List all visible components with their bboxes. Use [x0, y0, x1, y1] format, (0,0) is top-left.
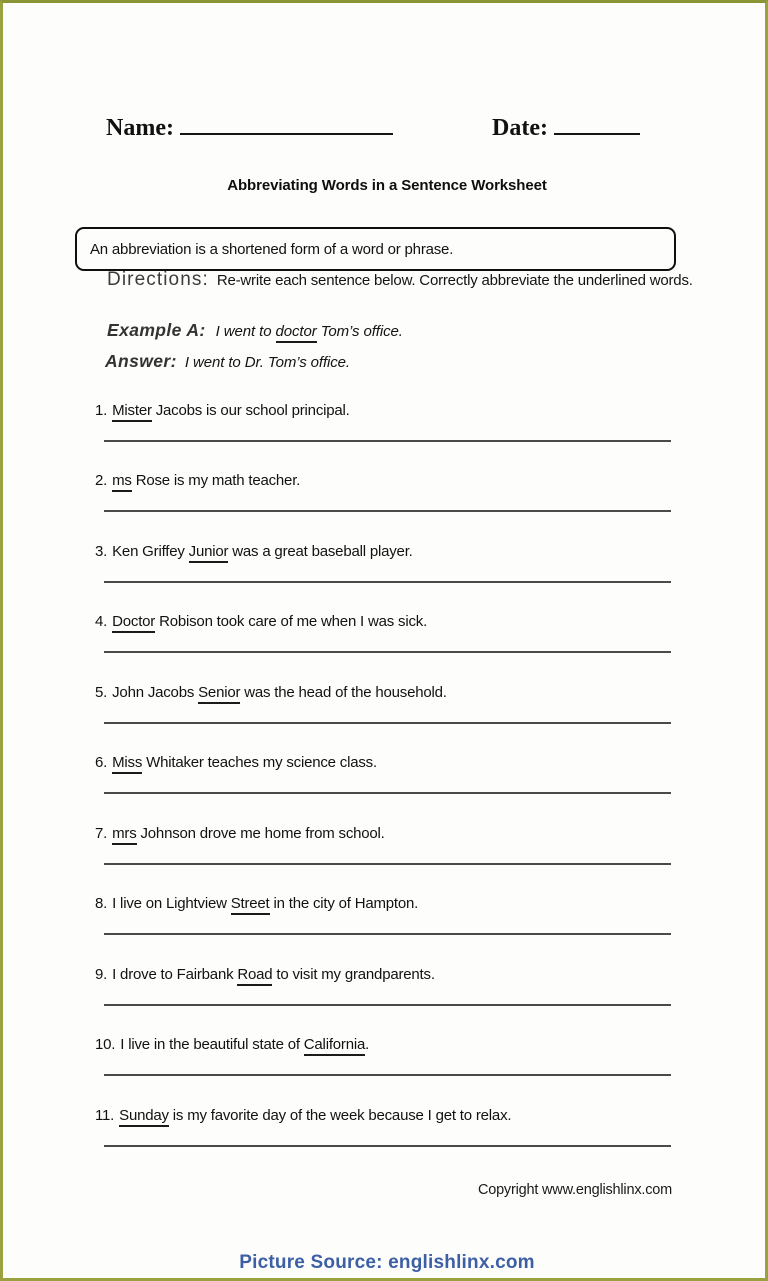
- picture-source-text: Picture Source: englishlinx.com: [239, 1252, 535, 1273]
- sentence-before: I drove to Fairbank: [112, 966, 238, 983]
- sentence-before: John Jacobs: [112, 684, 199, 701]
- sentence-text: [95, 1105, 679, 1126]
- underlined-word: Senior: [198, 684, 240, 704]
- sentence-item-6: [95, 752, 679, 794]
- answer-line: [104, 722, 671, 724]
- sentence-after: to visit my grandparents.: [272, 966, 435, 983]
- directions-text: Re-write each sentence below. Correctly abbreviate the underlined words.: [216, 272, 693, 289]
- underlined-word: ms: [112, 472, 132, 492]
- sentence-text: [95, 611, 679, 632]
- sentence-text: [95, 752, 679, 773]
- sentence-item-2: [95, 470, 679, 512]
- sentence-item-3: [95, 541, 679, 583]
- item-number: 8.: [95, 895, 108, 912]
- answer-line: [104, 1074, 671, 1076]
- answer-line: [104, 581, 671, 583]
- answer-line: [104, 792, 671, 794]
- definition-text: An abbreviation is a shortened form of a word or phrase.: [90, 240, 454, 258]
- example-label: Example A:: [107, 320, 206, 340]
- answer-line: [104, 1145, 671, 1147]
- sentence-text: [95, 893, 679, 914]
- answer-line: [104, 651, 671, 653]
- date-label: Date:: [492, 115, 548, 141]
- directions: [107, 269, 693, 291]
- example-row: [107, 320, 403, 341]
- underlined-word: Doctor: [112, 613, 155, 633]
- sentence-after: is my favorite day of the week because I get to relax.: [168, 1107, 512, 1124]
- sentence-item-5: [95, 682, 679, 724]
- item-number: 3.: [95, 543, 108, 560]
- sentence-before: Ken Griffey: [112, 543, 189, 560]
- item-number: 4.: [95, 613, 108, 630]
- item-number: 2.: [95, 472, 108, 489]
- underlined-word: Miss: [112, 754, 142, 774]
- date-field: [492, 115, 640, 142]
- name-blank-line: [180, 115, 393, 135]
- sentence-after: was the head of the household.: [240, 684, 447, 701]
- sentence-text: [95, 964, 679, 985]
- underlined-word: California: [304, 1036, 365, 1056]
- example-underlined-word: doctor: [276, 323, 317, 343]
- answer-line: [104, 933, 671, 935]
- underlined-word: Mister: [112, 402, 152, 422]
- underlined-word: Junior: [189, 543, 229, 563]
- sentence-item-1: [95, 400, 679, 442]
- sentence-text: [95, 470, 679, 491]
- underlined-word: Road: [237, 966, 272, 986]
- header-row: [3, 115, 768, 149]
- definition-box: [75, 227, 676, 271]
- sentence-after: was a great baseball player.: [228, 543, 413, 560]
- item-number: 9.: [95, 966, 108, 983]
- example-sentence: [216, 323, 403, 340]
- sentence-item-10: [95, 1034, 679, 1076]
- answer-label: Answer:: [105, 351, 177, 371]
- sentence-item-4: [95, 611, 679, 653]
- example-after: Tom’s office.: [316, 323, 403, 340]
- item-number: 7.: [95, 825, 108, 842]
- item-number: 6.: [95, 754, 108, 771]
- directions-label: Directions:: [107, 269, 209, 290]
- item-number: 10.: [95, 1036, 116, 1053]
- answer-row: [105, 351, 350, 372]
- item-number: 11.: [95, 1107, 115, 1124]
- sentence-item-7: [95, 823, 679, 865]
- underlined-word: Street: [231, 895, 270, 915]
- answer-line: [104, 440, 671, 442]
- sentence-text: [95, 541, 679, 562]
- copyright-text: Copyright www.englishlinx.com: [477, 1182, 672, 1198]
- sentence-item-9: [95, 964, 679, 1006]
- sentence-after: Robison took care of me when I was sick.: [155, 613, 428, 630]
- item-number: 5.: [95, 684, 108, 701]
- name-label: Name:: [106, 115, 174, 141]
- underlined-word: mrs: [112, 825, 136, 845]
- answer-line: [104, 1004, 671, 1006]
- sentence-text: [95, 823, 679, 844]
- sentence-item-8: [95, 893, 679, 935]
- sentence-after: Rose is my math teacher.: [131, 472, 301, 489]
- name-field: [106, 115, 393, 142]
- sentence-text: [95, 400, 679, 421]
- sentence-after: in the city of Hampton.: [269, 895, 419, 912]
- sentence-after: Jacobs is our school principal.: [151, 402, 350, 419]
- answer-line: [104, 863, 671, 865]
- worksheet-title: Abbreviating Words in a Sentence Worksheet: [227, 177, 547, 194]
- sentence-after: Whitaker teaches my science class.: [142, 754, 377, 771]
- answer-sentence: I went to Dr. Tom’s office.: [184, 354, 350, 371]
- item-number: 1.: [95, 402, 108, 419]
- sentence-after: Johnson drove me home from school.: [136, 825, 385, 842]
- sentence-before: I live in the beautiful state of: [120, 1036, 304, 1053]
- sentence-after: .: [365, 1036, 370, 1053]
- underlined-word: Sunday: [119, 1107, 169, 1127]
- sentence-text: [95, 682, 679, 703]
- answer-line: [104, 510, 671, 512]
- sentence-before: I live on Lightview: [112, 895, 231, 912]
- date-blank-line: [554, 115, 640, 135]
- sentence-text: [95, 1034, 679, 1055]
- sentence-item-11: [95, 1105, 679, 1147]
- example-before: I went to: [215, 323, 276, 340]
